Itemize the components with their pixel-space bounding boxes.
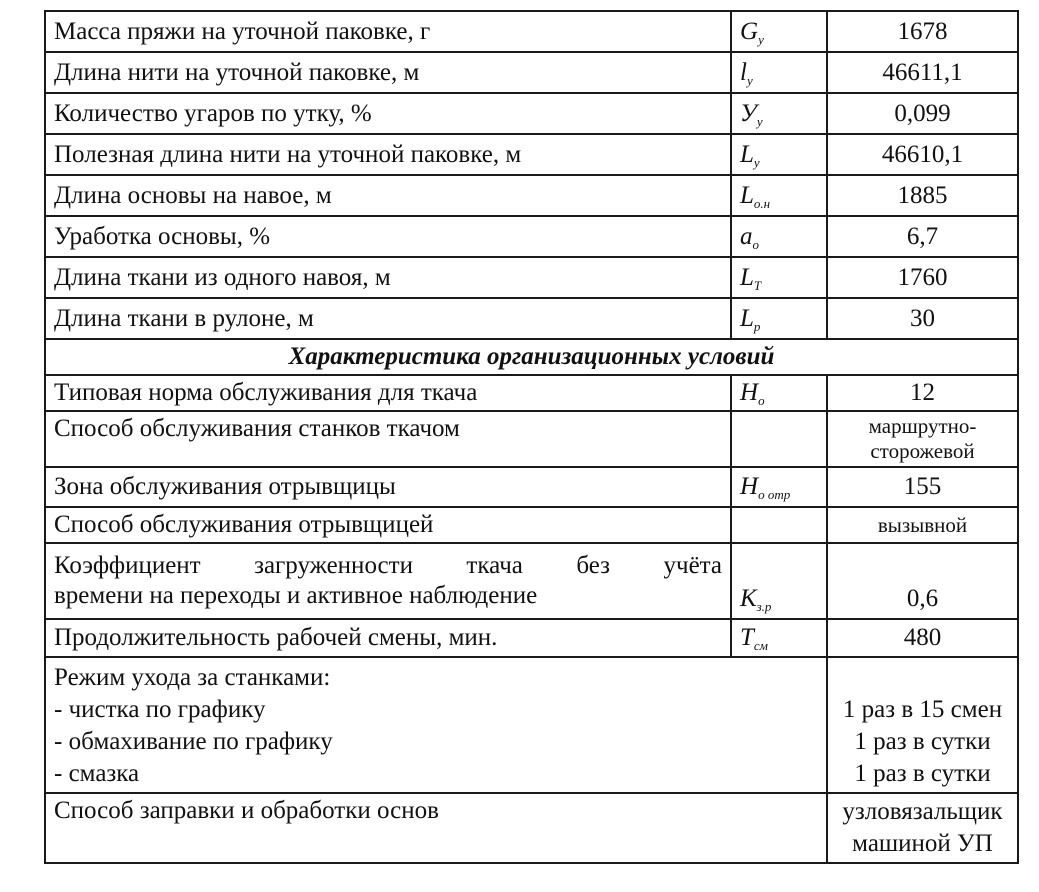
list-item: 1 раз в сутки — [854, 760, 991, 787]
param-symbol: $У_у$ — [731, 93, 827, 134]
param-symbol: $Н_{о отр}$ — [731, 467, 827, 507]
list-item: 1 раз в сутки — [854, 728, 991, 755]
param-name: Длина ткани из одного навоя, м — [45, 257, 731, 298]
section-row — [45, 339, 1018, 375]
param-value: 30 — [827, 298, 1018, 339]
param-symbol: $G_у$ — [731, 11, 827, 52]
table-row — [45, 507, 1018, 543]
param-name: Полезная длина нити на уточной паковке, м — [45, 134, 731, 175]
param-value: 46610,1 — [827, 134, 1018, 175]
param-value: 1678 — [827, 11, 1018, 52]
table-row — [45, 93, 1018, 134]
param-value: вызывной — [827, 507, 1018, 543]
param-symbol: $Н_о$ — [731, 375, 827, 411]
table-row — [45, 375, 1018, 411]
table-row — [45, 543, 1018, 619]
param-symbol: $l_у$ — [731, 52, 827, 93]
param-value: 46611,1 — [827, 52, 1018, 93]
param-value: 6,7 — [827, 216, 1018, 257]
parameters-table — [44, 10, 1019, 864]
param-symbol: $a_о$ — [731, 216, 827, 257]
param-value: 1760 — [827, 257, 1018, 298]
list-item: - смазка — [54, 760, 140, 787]
param-name: Длина основы на навое, м — [45, 175, 731, 216]
table-row — [45, 657, 1018, 793]
param-symbol — [731, 507, 827, 543]
table-row — [45, 619, 1018, 657]
param-name: Длина ткани в рулоне, м — [45, 298, 731, 339]
care-mode-list — [45, 657, 827, 793]
param-value: 0,099 — [827, 93, 1018, 134]
param-symbol: $L_Т$ — [731, 257, 827, 298]
param-value: узловязальщик машиной УП — [827, 793, 1018, 863]
table-row — [45, 793, 1018, 863]
param-value: 480 — [827, 619, 1018, 657]
list-item: - чистка по графику — [54, 696, 266, 723]
param-symbol: $Т_{см}$ — [731, 619, 827, 657]
param-name: Зона обслуживания отрывщицы — [45, 467, 731, 507]
table-row — [45, 467, 1018, 507]
table-row — [45, 298, 1018, 339]
list-item: - обмахивание по графику — [54, 728, 333, 755]
param-value: 155 — [827, 467, 1018, 507]
param-symbol: $L_{о.н}$ — [731, 175, 827, 216]
param-name: Длина нити на уточной паковке, м — [45, 52, 731, 93]
param-value: 1885 — [827, 175, 1018, 216]
table-row — [45, 134, 1018, 175]
param-value: 0,6 — [827, 543, 1018, 619]
param-name: Продолжительность рабочей смены, мин. — [45, 619, 731, 657]
table-row — [45, 216, 1018, 257]
param-symbol: $К_{з.р}$ — [731, 543, 827, 619]
care-mode-title: Режим ухода за станками: — [54, 664, 331, 691]
table-row — [45, 257, 1018, 298]
param-name: Типовая норма обслуживания для ткача — [45, 375, 731, 411]
list-item: 1 раз в 15 смен — [842, 696, 1003, 723]
param-name: Способ обслуживания отрывщицей — [45, 507, 731, 543]
table-row — [45, 175, 1018, 216]
param-symbol — [731, 411, 827, 467]
param-name: Способ обслуживания станков ткачом — [45, 411, 731, 467]
care-mode-values — [827, 657, 1018, 793]
section-title: Характеристика организационных условий — [45, 339, 1018, 375]
param-name: Уработка основы, % — [45, 216, 731, 257]
table-row — [45, 11, 1018, 52]
table-row — [45, 411, 1018, 467]
param-symbol: $L_у$ — [731, 134, 827, 175]
param-symbol: $L_р$ — [731, 298, 827, 339]
param-name: Количество угаров по утку, % — [45, 93, 731, 134]
param-name: Коэффициент загруженности ткача без учёта времени на переходы и активное наблюдение — [45, 543, 731, 619]
param-value: маршрутно- сторожевой — [827, 411, 1018, 467]
param-value: 12 — [827, 375, 1018, 411]
param-name: Способ заправки и обработки основ — [45, 793, 827, 863]
param-name: Масса пряжи на уточной паковке, г — [45, 11, 731, 52]
table-row — [45, 52, 1018, 93]
